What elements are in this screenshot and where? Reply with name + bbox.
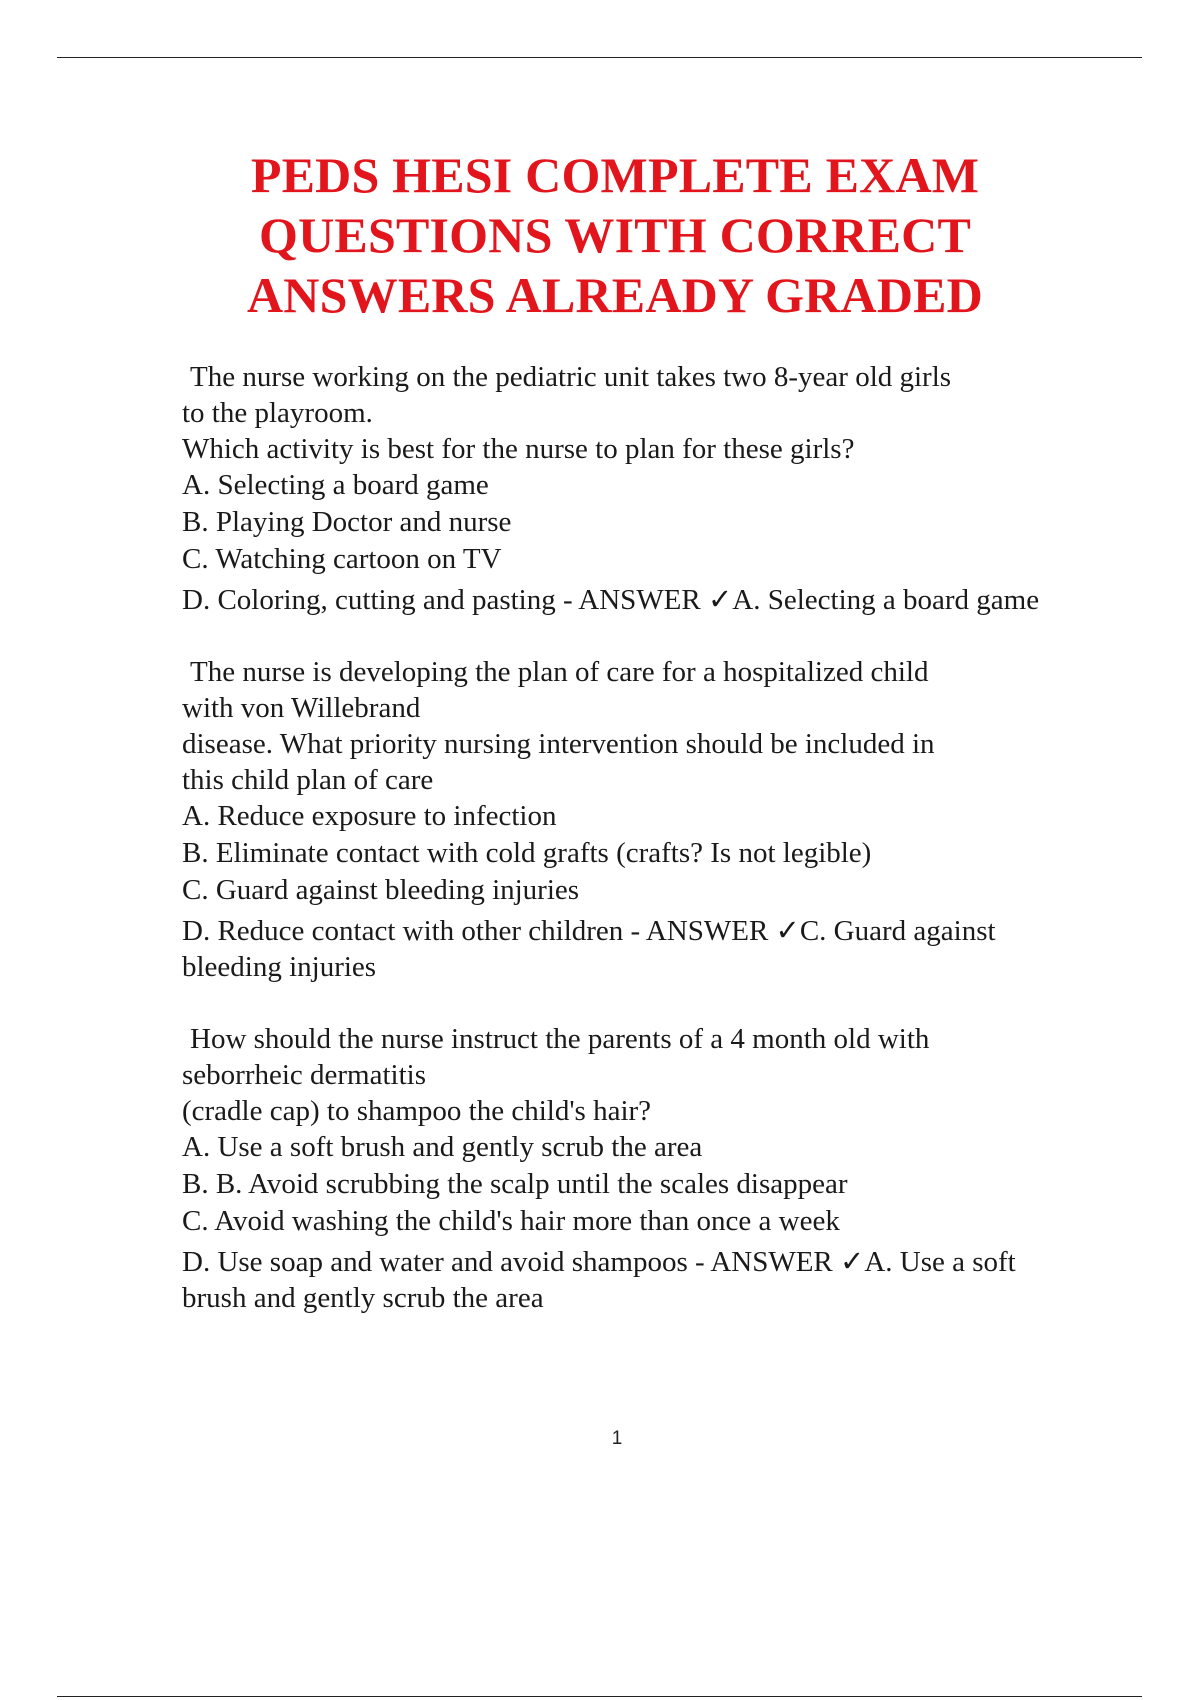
question-stem-line: this child plan of care: [182, 764, 434, 796]
page-number: 1: [611, 1428, 623, 1449]
title-line: QUESTIONS WITH CORRECT: [259, 207, 971, 263]
question-stem-line: to the playroom.: [182, 397, 373, 429]
question-stem-line: (cradle cap) to shampoo the child's hair?: [182, 1095, 652, 1127]
question-stem-line: seborrheic dermatitis: [182, 1059, 426, 1091]
top-divider: [57, 57, 1142, 58]
answer-option: A. Selecting a board game: [182, 469, 489, 501]
answer-option: A. Reduce exposure to infection: [182, 800, 557, 832]
answer-option: C. Avoid washing the child's hair more than once a week: [182, 1205, 840, 1237]
document-body: [182, 359, 1082, 1316]
bottom-divider: [57, 1696, 1142, 1697]
answer-option: B. B. Avoid scrubbing the scalp until the scales disappear: [182, 1168, 848, 1200]
document-title: [120, 145, 1110, 325]
title-line: ANSWERS ALREADY GRADED: [247, 267, 983, 323]
answer-option: A. Use a soft brush and gently scrub the area: [182, 1131, 703, 1163]
question-1: [182, 359, 1082, 618]
title-line: PEDS HESI COMPLETE EXAM: [250, 147, 980, 203]
answer-option: B. Eliminate contact with cold grafts (crafts? Is not legible): [182, 837, 872, 869]
question-3: [182, 1021, 1082, 1316]
question-stem-line: with von Willebrand: [182, 692, 421, 724]
question-stem-line: disease. What priority nursing intervention should be included in: [182, 728, 935, 760]
answer-key-line: D. Use soap and water and avoid shampoos - ANSWER ✓A. Use a soft brush and gently scrub the area: [182, 1246, 1016, 1314]
answer-key-line: D. Coloring, cutting and pasting - ANSWER ✓A. Selecting a board game: [182, 584, 1040, 616]
question-stem-line: Which activity is best for the nurse to plan for these girls?: [182, 433, 855, 465]
question-stem-line: How should the nurse instruct the parents of a 4 month old with: [190, 1023, 930, 1055]
question-stem-line: The nurse is developing the plan of care for a hospitalized child: [190, 656, 929, 688]
answer-option: B. Playing Doctor and nurse: [182, 506, 512, 538]
answer-option: C. Guard against bleeding injuries: [182, 874, 580, 906]
question-2: [182, 654, 1082, 985]
question-stem-line: The nurse working on the pediatric unit takes two 8-year old girls: [190, 361, 952, 393]
answer-key-line: D. Reduce contact with other children - ANSWER ✓C. Guard against bleeding injuries: [182, 915, 996, 983]
answer-option: C. Watching cartoon on TV: [182, 543, 502, 575]
